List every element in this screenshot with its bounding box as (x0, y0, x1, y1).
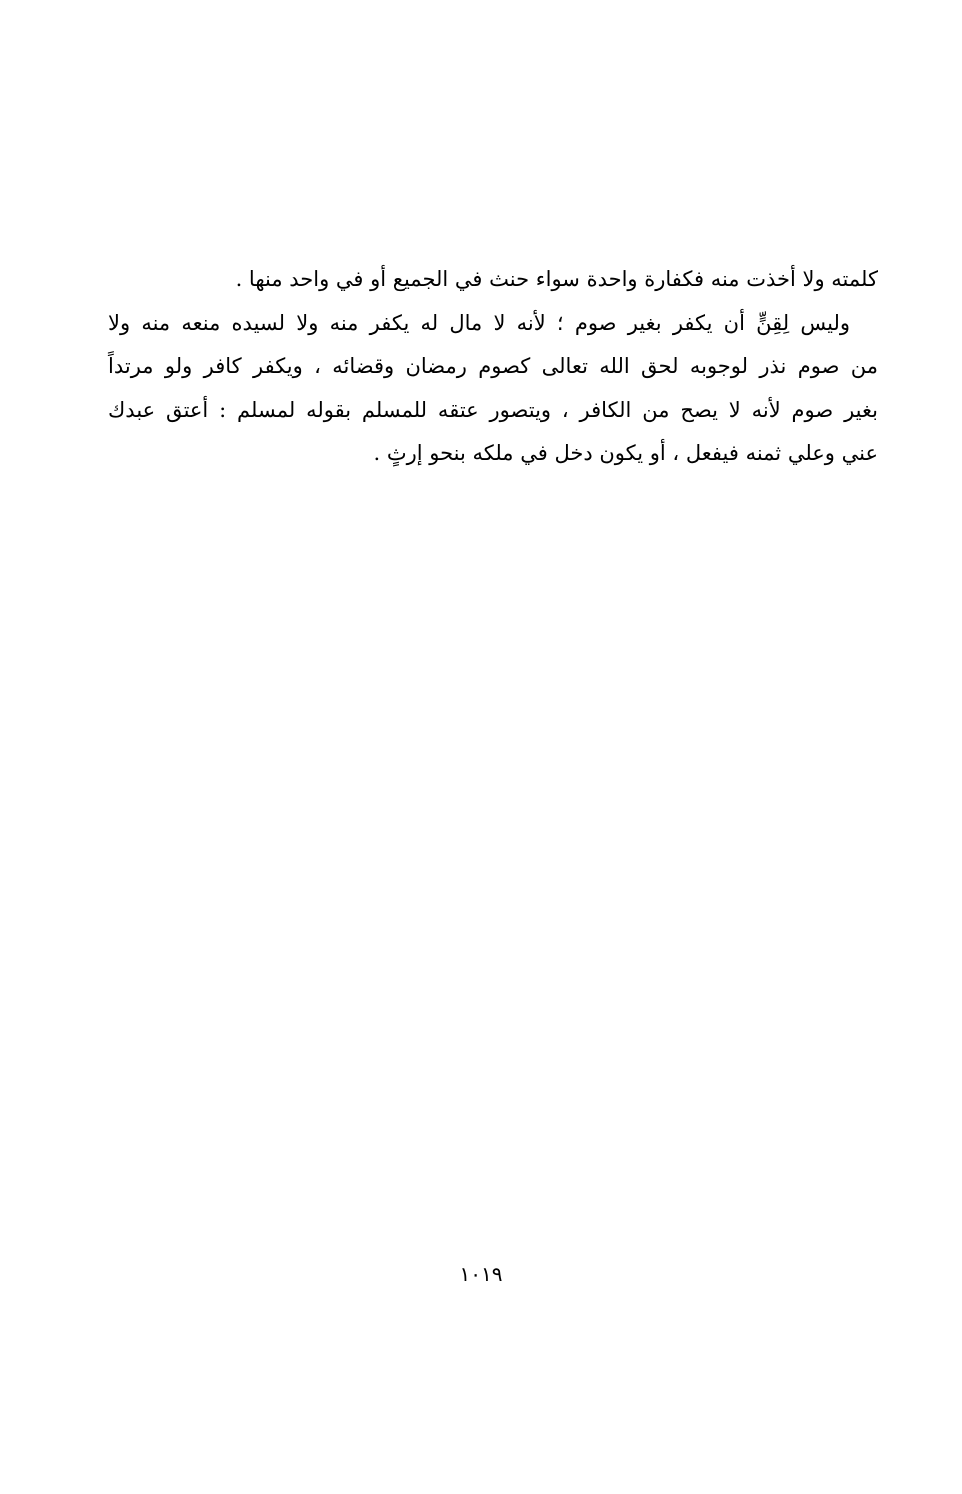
page-number: ١٠١٩ (459, 1262, 503, 1286)
body-text (108, 258, 878, 476)
text-line-3: من صوم نذر لوجوبه لحق الله تعالى كصوم رمضان وقضائه ، ويكفر كافر ولو مرتداً (108, 354, 878, 378)
text-line-2: وليس لِقِنٍّ أن يكفر بغير صوم ؛ لأنه لا مال له يكفر منه ولا لسيده منعه منه ولا (108, 310, 850, 335)
text-line-5: عني وعلي ثمنه فيفعل ، أو يكون دخل في ملكه بنحو إرثٍ . (373, 441, 878, 465)
text-line-1: كلمته ولا أخذت منه فكفارة واحدة سواء حنث في الجميع أو في واحد منها . (235, 267, 878, 291)
text-line-4: بغير صوم لأنه لا يصح من الكافر ، ويتصور عتقه للمسلم بقوله لمسلم : أعتق عبدك (108, 397, 878, 422)
